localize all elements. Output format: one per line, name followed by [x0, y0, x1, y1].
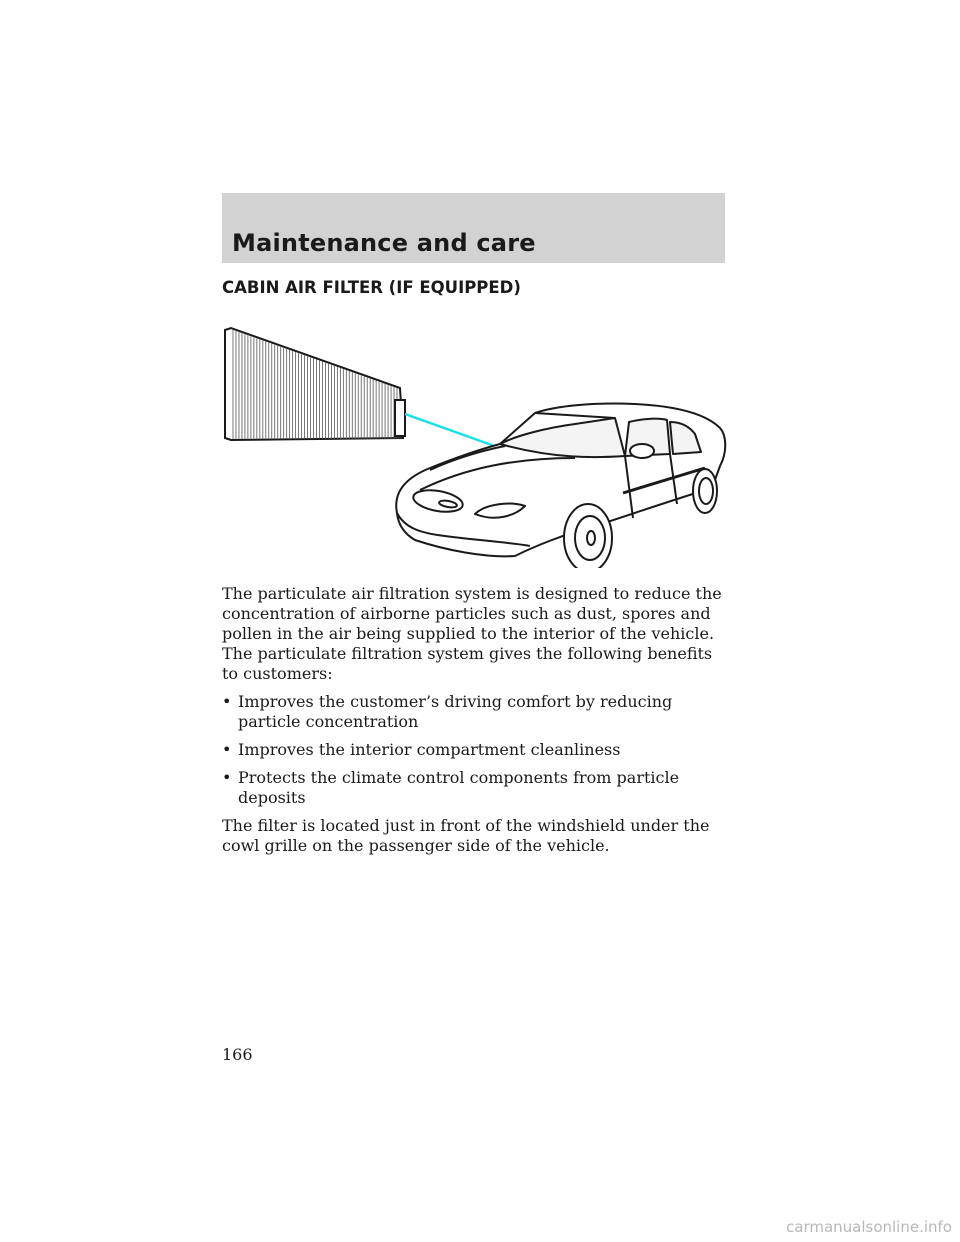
benefits-list — [222, 692, 722, 808]
bullet-icon: • — [222, 740, 232, 759]
site-watermark: carmanualsonline.info — [786, 1218, 952, 1236]
list-item — [222, 740, 722, 760]
page-title: Maintenance and care — [232, 229, 536, 257]
air-filter-element — [225, 328, 405, 440]
list-item — [222, 768, 722, 808]
list-item-text: Improves the customer’s driving comfort by reducing particle concentration — [238, 692, 673, 731]
cabin-air-filter-illustration — [215, 318, 735, 568]
intro-paragraph: The particulate air filtration system is designed to reduce the concentration of airborne particles such as dust, spores and pollen in the air being supplied to the interior of the vehicle. The particulate filtration system gives the following benefits to customers: — [222, 584, 722, 683]
section-heading: CABIN AIR FILTER (IF EQUIPPED) — [222, 278, 521, 297]
list-item-text: Improves the interior compartment cleanliness — [238, 740, 621, 759]
section-header-band — [222, 193, 725, 263]
list-item-text: Protects the climate control components from particle deposits — [238, 768, 680, 807]
bullet-icon: • — [222, 768, 232, 787]
list-item — [222, 692, 722, 732]
location-paragraph: The filter is located just in front of the windshield under the cowl grille on the passenger side of the vehicle. — [222, 816, 710, 855]
filter-location-leader-line — [405, 414, 500, 448]
body-content — [222, 584, 722, 864]
page-number: 166 — [222, 1045, 253, 1064]
bullet-icon: • — [222, 692, 232, 711]
